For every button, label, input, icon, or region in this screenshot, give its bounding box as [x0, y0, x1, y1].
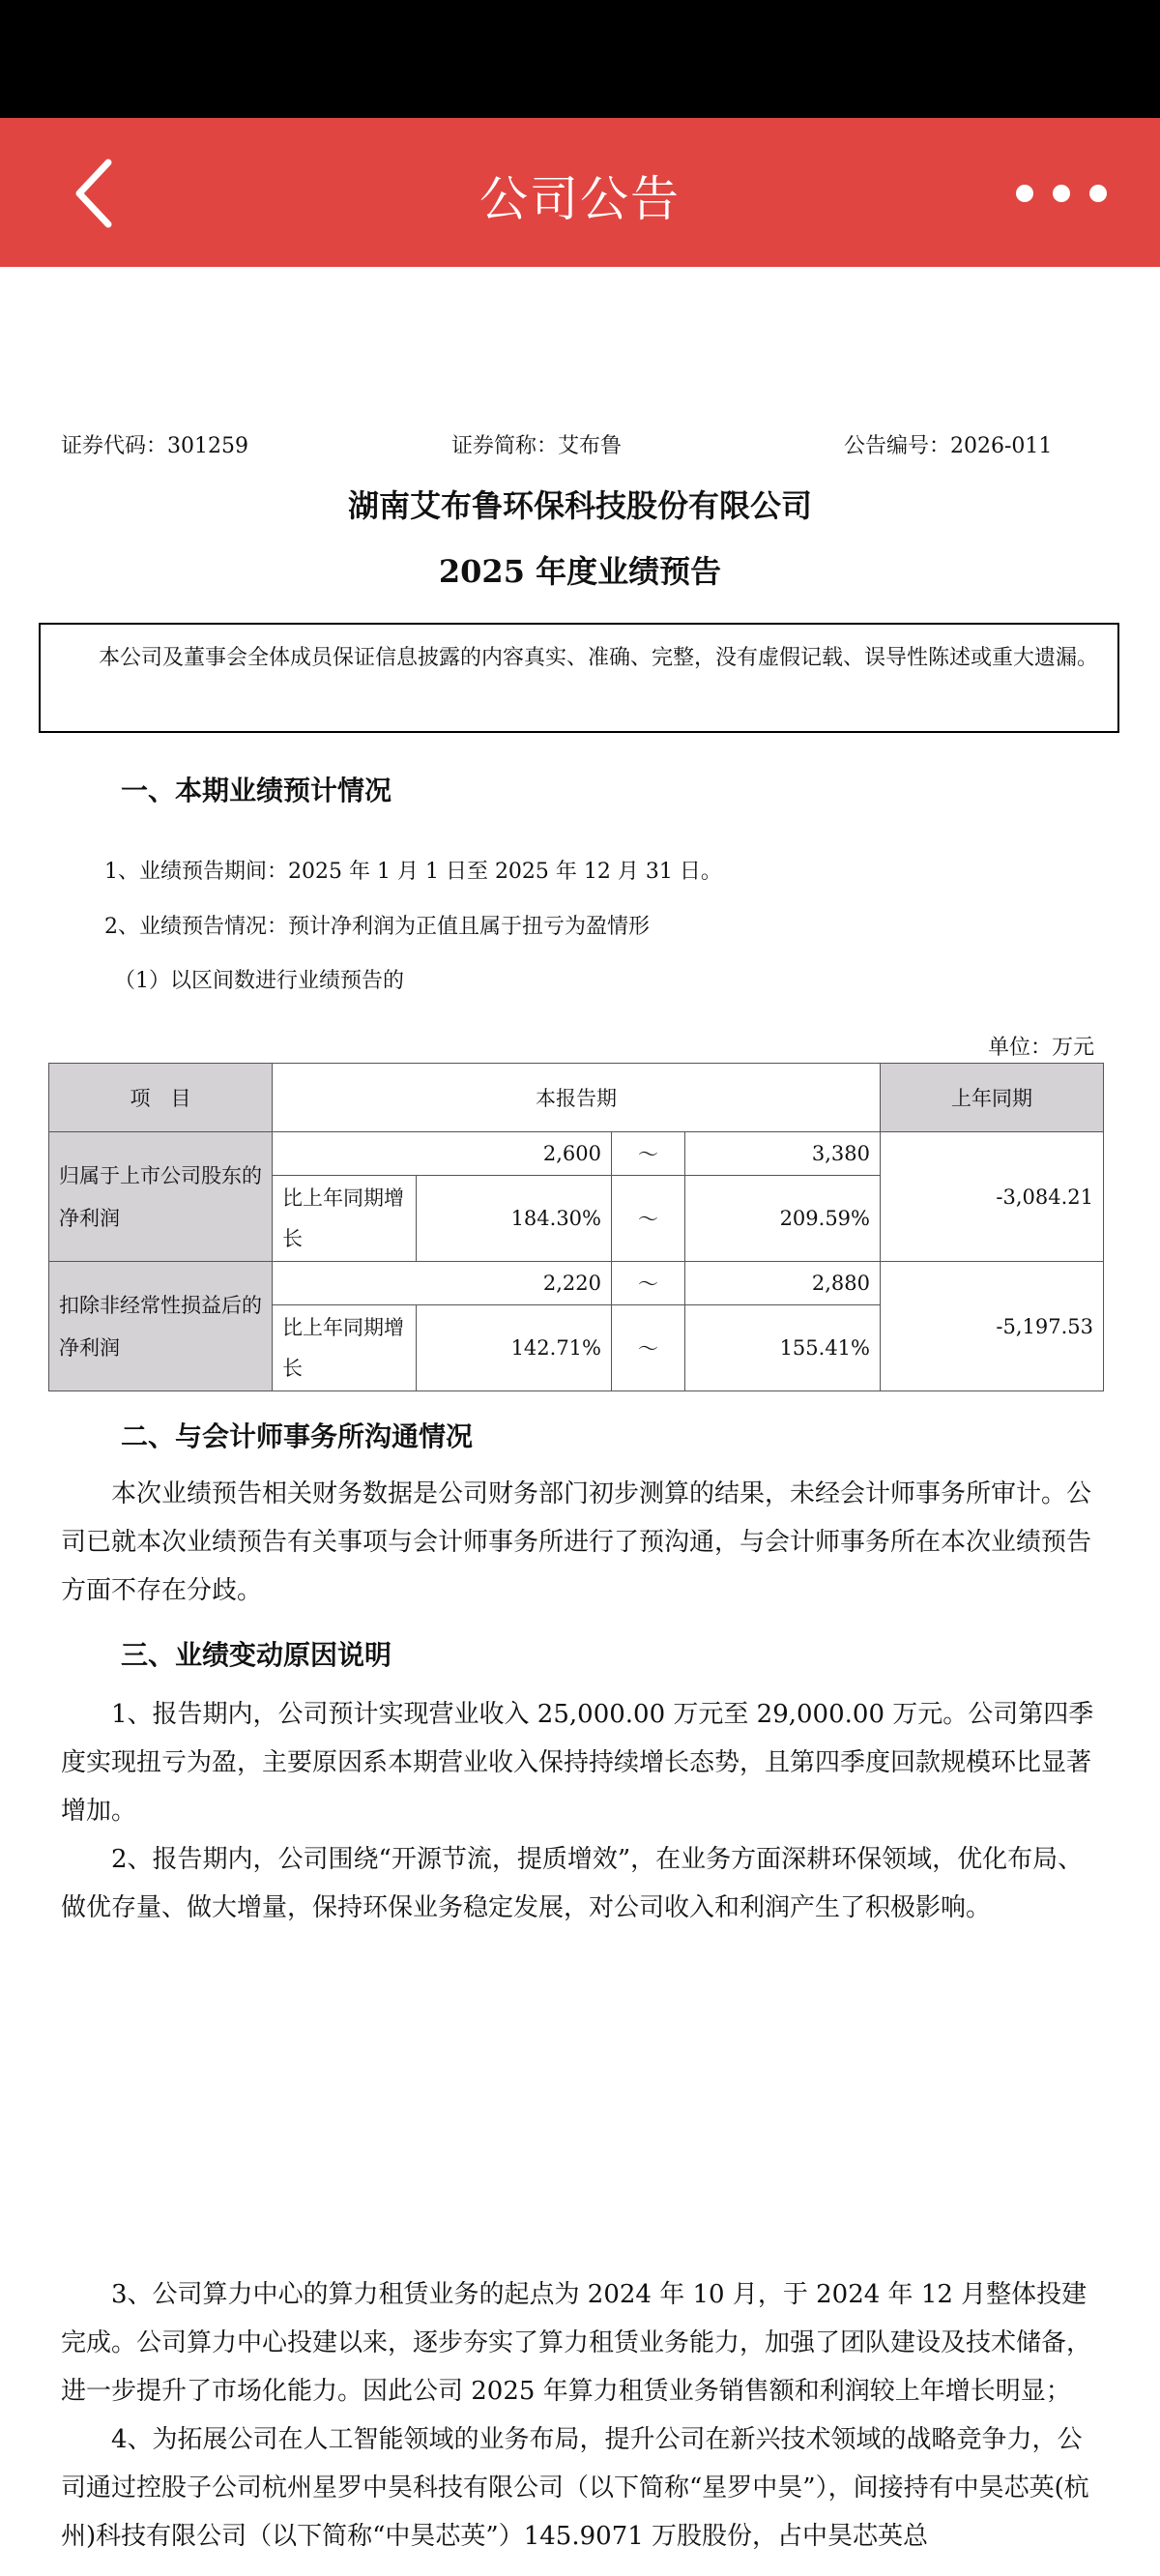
range-low: 2,220 [273, 1262, 612, 1305]
disclaimer-text: 本公司及董事会全体成员保证信息披露的内容真实、准确、完整，没有虚假记载、误导性陈述或重大遗漏。 [99, 646, 1099, 670]
forecast-situation: 2、业绩预告情况：预计净利润为正值且属于扭亏为盈情形 [104, 915, 650, 939]
range-tilde: ～ [612, 1132, 685, 1176]
range-high: 2,880 [685, 1262, 881, 1305]
company-name: 湖南艾布鲁环保科技股份有限公司 [347, 487, 812, 524]
range-low: 2,600 [273, 1132, 612, 1176]
section2-heading: 二、与会计师事务所沟通情况 [121, 1420, 474, 1452]
growth-high: 155.41% [685, 1305, 881, 1391]
table-row [49, 1262, 1104, 1305]
section2-body: 本次业绩预告相关财务数据是公司财务部门初步测算的结果，未经会计师事务所审计。公司已就本次业绩预告有关事项与会计师事务所进行了预沟通，与会计师事务所在本次业绩预告方面不存在分歧。 [61, 1479, 1092, 1605]
growth-low: 184.30% [417, 1176, 612, 1262]
section3-paragraph-1: 1、报告期内，公司预计实现营业收入 25,000.00 万元至 29,000.00 万元。公司第四季度实现扭亏为盈，主要原因系本期营业收入保持持续增长态势，且第四季度回款规模环比显著增加。 [61, 1700, 1094, 1826]
row-label: 扣除非经常性损益后的净利润 [49, 1262, 273, 1391]
more-horizontal-icon [1005, 176, 1121, 211]
disclaimer-box [39, 623, 1119, 733]
security-short-name: 证券简称：艾布鲁 [451, 434, 623, 458]
section3-paragraph-3: 3、公司算力中心的算力租赁业务的起点为 2024 年 10 月，于 2024 年 12 月整体投建完成。公司算力中心投建以来，逐步夯实了算力租赁业务能力，加强了团队建设及技术储备，进一步提升了市场化能力。因此公司 2025 年算力租赁业务销售额和利润较上年增长明显； [61, 2280, 1092, 2406]
page-title: 公司公告 [479, 171, 681, 227]
growth-low: 142.71% [417, 1305, 612, 1391]
section1-heading: 一、本期业绩预计情况 [121, 775, 392, 806]
prior-value: -5,197.53 [881, 1262, 1104, 1391]
section3-heading: 三、业绩变动原因说明 [121, 1639, 392, 1671]
range-tilde: ～ [612, 1262, 685, 1305]
forecast-period: 1、业绩预告期间：2025 年 1 月 1 日至 2025 年 12 月 31 日。 [104, 860, 722, 884]
announcement-number: 公告编号：2026-011 [844, 434, 1053, 458]
security-code: 证券代码：301259 [61, 434, 248, 458]
growth-label: 比上年同期增长 [273, 1305, 417, 1391]
range-high: 3,380 [685, 1132, 881, 1176]
prior-value: -3,084.21 [881, 1132, 1104, 1262]
more-button[interactable] [1005, 176, 1121, 211]
growth-tilde: ～ [612, 1176, 685, 1262]
growth-label: 比上年同期增长 [273, 1176, 417, 1262]
header-item: 项 目 [49, 1064, 273, 1132]
table-row [49, 1132, 1104, 1176]
status-bar [0, 0, 1160, 118]
section3-paragraph-4: 4、为拓展公司在人工智能领域的业务布局，提升公司在新兴技术领域的战略竞争力，公司通过控股子公司杭州星罗中昊科技有限公司（以下简称“星罗中昊”），间接持有中昊芯英(杭州)科技有限公司（以下简称“中昊芯英”）145.9071 万股股份，占中昊芯英总 [61, 2425, 1089, 2551]
growth-tilde: ～ [612, 1305, 685, 1391]
report-title: 2025 年度业绩预告 [438, 553, 722, 590]
row-label: 归属于上市公司股东的净利润 [49, 1132, 273, 1262]
header-current-period: 本报告期 [273, 1064, 881, 1132]
header-prior-period: 上年同期 [881, 1064, 1104, 1132]
growth-high: 209.59% [685, 1176, 881, 1262]
nav-bar [0, 118, 1160, 267]
table-header-row [49, 1064, 1104, 1132]
unit-label: 单位：万元 [987, 1036, 1094, 1060]
forecast-method: （1）以区间数进行业绩预告的 [114, 969, 404, 993]
section3-paragraph-2: 2、报告期内，公司围绕“开源节流，提质增效”，在业务方面深耕环保领域，优化布局、做优存量、做大增量，保持环保业务稳定发展，对公司收入和利润产生了积极影响。 [61, 1845, 1084, 1922]
performance-table [48, 1063, 1104, 1391]
